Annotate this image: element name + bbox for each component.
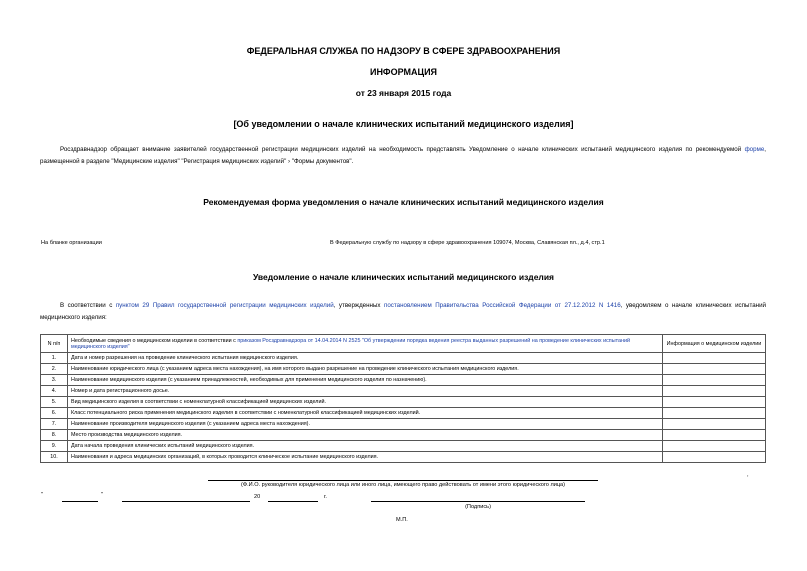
table-row <box>41 353 766 364</box>
row-value-cell[interactable] <box>663 386 766 397</box>
row-text: Наименование медицинского изделия (с указанием принадлежностей, необходимых для применения медицинского изделия по назначению). <box>68 375 663 386</box>
row-value-cell[interactable] <box>663 408 766 419</box>
row-num: 9. <box>41 441 68 452</box>
year-prefix: 20 <box>254 494 261 500</box>
row-value-cell[interactable] <box>663 419 766 430</box>
doc-type: ИНФОРМАЦИЯ <box>369 67 438 77</box>
row-value-cell[interactable] <box>663 430 766 441</box>
row-num: 5. <box>41 397 68 408</box>
table-body <box>41 353 766 463</box>
year-line <box>268 501 318 502</box>
doc-subject: [Об уведомлении о начале клинических испытаний медицинского изделия] <box>233 119 574 129</box>
row-text: Класс потенциального риска применения медицинского изделия в соответствии с номенклатурной классификацией медицинских изделий. <box>68 408 663 419</box>
table-row <box>41 452 766 463</box>
signature-caption: (Подпись) <box>465 504 491 510</box>
fio-line <box>208 480 598 481</box>
row-num: 8. <box>41 430 68 441</box>
row-text: Вид медицинского изделия в соответствии с номенклатурной классификацией медицинских изделий. <box>68 397 663 408</box>
notice-t3: , уведомляем о начале клинических испытаний медицинского изделия: <box>40 302 766 321</box>
row-value-cell[interactable] <box>663 397 766 408</box>
month-line <box>122 501 250 502</box>
row-value-cell[interactable] <box>663 452 766 463</box>
row-text: Наименование производителя медицинского изделия (с указанием адреса места нахождения). <box>68 419 663 430</box>
row-num: 4. <box>41 386 68 397</box>
intro-text-before: Росздравнадзор обращает внимание заявителей государственной регистрации медицинских изделий на необходимость представлять Уведомление о начале клинических испытаний медицинского изделия по рекомендуемой <box>60 146 745 153</box>
decree-link[interactable]: постановлением Правительства Российской Федерации от 27.12.2012 N 1416 <box>384 302 621 309</box>
row-value-cell[interactable] <box>663 364 766 375</box>
doc-date: от 23 января 2015 года <box>355 88 452 98</box>
header-info <box>68 335 663 353</box>
row-text: Наименование юридического лица (с указанием адреса места нахождения), на имя которого выдано разрешение на проведение клинического испытания медицинского изделия. <box>68 364 663 375</box>
header-info-text: Необходимые сведения о медицинском изделии в соответствии с <box>71 337 238 344</box>
row-num: 3. <box>41 375 68 386</box>
notice-t2: , утвержденных <box>333 302 384 309</box>
row-text: Номер и дата регистрационного досье. <box>68 386 663 397</box>
form-title: Рекомендуемая форма уведомления о начале клинических испытаний медицинского изделия <box>203 197 604 207</box>
row-text: Дата и номер разрешения на проведение клинического испытания медицинского изделия. <box>68 353 663 364</box>
notice-t1: В соответствии с <box>60 302 116 309</box>
row-text: Место производства медицинского изделия. <box>68 430 663 441</box>
table-row <box>41 364 766 375</box>
row-num: 1. <box>41 353 68 364</box>
row-num: 10. <box>41 452 68 463</box>
fio-caption: (Ф.И.О. руководителя юридического лица или иного лица, имеющего право действовать от имени этого юридического лица) <box>240 482 566 488</box>
table-row <box>41 397 766 408</box>
quote-open: " <box>41 492 43 498</box>
table-row <box>41 386 766 397</box>
table-row <box>41 408 766 419</box>
row-value-cell[interactable] <box>663 375 766 386</box>
day-line <box>62 501 98 502</box>
row-text: Дата начала проведения клинических испытаний медицинского изделия. <box>68 441 663 452</box>
header-value: Информация о медицинском изделии <box>663 335 766 353</box>
notice-paragraph <box>40 300 766 324</box>
addressee: В Федеральную службу по надзору в сфере здравоохранения 109074, Москва, Славянская пл., д.4, стр.1 <box>330 240 605 246</box>
order-link[interactable]: приказом Росздравнадзора от 14.04.2014 N 2525 "Об утверждении порядка ведения реестра выданных разрешений на проведение клинических испытаний медицинского изделия" <box>71 337 630 350</box>
row-num: 2. <box>41 364 68 375</box>
row-num: 7. <box>41 419 68 430</box>
rules-link[interactable]: пунктом 29 Правил государственной регистрации медицинских изделий <box>115 302 334 309</box>
device-info-table <box>40 334 766 463</box>
table-row <box>41 419 766 430</box>
blank-label: На бланке организации <box>41 240 102 246</box>
row-value-cell[interactable] <box>663 353 766 364</box>
table-row <box>41 375 766 386</box>
table-header-row <box>41 335 766 353</box>
trailing-comma: , <box>747 472 749 478</box>
stamp-label: М.П. <box>396 517 408 523</box>
quote-close: " <box>101 492 103 498</box>
row-text: Наименования и адреса медицинских организаций, в которых проводится клиническое испытание медицинского изделия. <box>68 452 663 463</box>
row-num: 6. <box>41 408 68 419</box>
signature-line <box>371 501 585 502</box>
form-link[interactable]: форме <box>744 146 765 153</box>
intro-paragraph <box>40 144 766 168</box>
row-value-cell[interactable] <box>663 441 766 452</box>
header-num: N п/п <box>41 335 68 353</box>
intro-text-after: , размещенной в разделе "Медицинские изделия" "Регистрация медицинских изделий" › "Формы документов". <box>40 146 766 165</box>
table-row <box>41 430 766 441</box>
agency-title: ФЕДЕРАЛЬНАЯ СЛУЖБА ПО НАДЗОРУ В СФЕРЕ ЗДРАВООХРАНЕНИЯ <box>246 46 561 56</box>
table-row <box>41 441 766 452</box>
notice-title: Уведомление о начале клинических испытаний медицинского изделия <box>252 272 555 282</box>
year-suffix: г. <box>324 494 327 500</box>
